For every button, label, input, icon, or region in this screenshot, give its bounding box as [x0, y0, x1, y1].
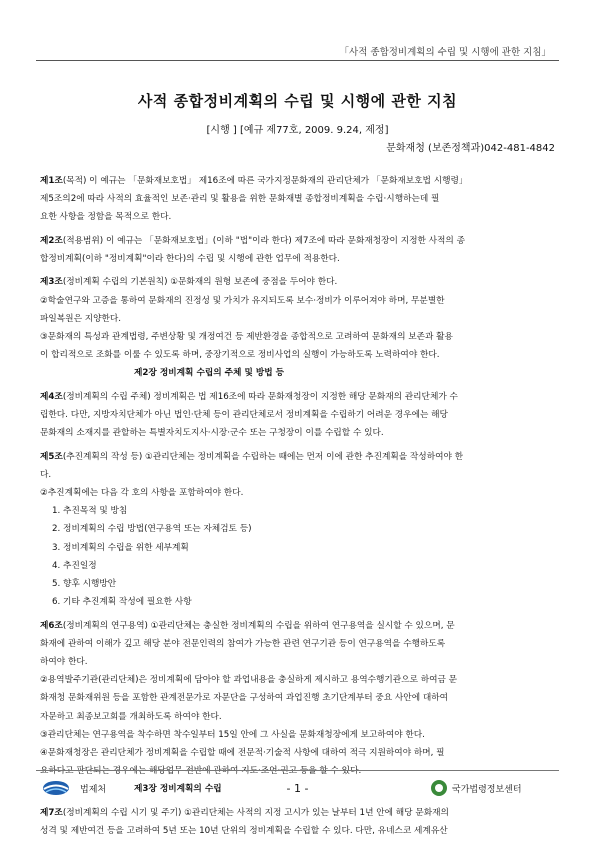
document-body	[40, 172, 561, 840]
article-line: 파일복원은 지양한다.	[40, 313, 122, 324]
chapter-heading: 제3장 정비계획의 수립	[134, 784, 222, 795]
article-6	[40, 617, 561, 799]
article-line: (추진계획의 작성 등) ①관리단체는 정비계획을 수립하는 때에는 먼저 이에 관한 추진계획을 작성하여야 한	[62, 451, 464, 462]
article-line: 화재에 관하여 이해가 깊고 해당 분야 전문인력의 참여가 가능한 관련 연구기관 등이 연구용역을 수행하도록	[40, 638, 446, 649]
article-line: (적용범위) 이 예규는 「문화재보호법」(이하 "법"이라 한다) 제7조에 따라 문화재청장이 지정한 사적의 종	[62, 235, 465, 246]
article-4	[40, 388, 561, 443]
article-line: 다.	[40, 469, 52, 480]
article-line: 요하다고 판단되는 경우에는 해당업무 전반에 관하여 지도·조언·권고 등을 할 수 있다.	[40, 766, 362, 777]
article-line: (정비계획의 수립 주체) 정비계획은 법 제16조에 따라 문화재청장이 지정한 해당 문화재의 관리단체가 수	[62, 391, 458, 402]
article-line: 성격 및 제반여건 등을 고려하여 5년 또는 10년 단위의 정비계획을 수립할 수 있다. 다만, 유네스코 세계유산	[40, 826, 448, 837]
chapter-heading: 제2장 정비계획 수립의 주체 및 방법 등	[134, 368, 285, 379]
running-header: 「사적 종합정비계획의 수립 및 시행에 관한 지침」	[339, 47, 551, 58]
document-meta: [시행 ] [예규 제77호, 2009. 9.24, 제정]	[206, 125, 389, 136]
footer-publisher: 법제처	[80, 785, 107, 795]
article-7	[40, 804, 561, 840]
article-line: (정비계획 수립의 기본원칙) ①문화재의 원형 보존에 중점을 두어야 한다.	[62, 277, 338, 288]
article-line: 제5조의2에 따라 사적의 효율적인 보존·관리 및 활용을 위한 문화재별 종합정비계획을 수립·시행하는데 필	[40, 194, 440, 205]
article-5	[40, 448, 561, 612]
article-number: 제2조	[40, 235, 63, 246]
article-3	[40, 273, 561, 382]
article-line: 립한다. 다만, 지방자치단체가 아닌 법인·단체 등이 관리단체로서 정비계획을 수립하기 어려운 경우에는 해당	[40, 410, 448, 420]
article-line: 합정비계획(이하 "정비계획"이라 한다)의 수립 및 시행에 관한 업무에 적용한다.	[40, 254, 340, 264]
article-line: 하여야 한다.	[40, 657, 88, 668]
document-title: 사적 종합정비계획의 수립 및 시행에 관한 지침	[137, 92, 458, 110]
article-line: 요한 사항을 정함을 목적으로 한다.	[40, 212, 172, 223]
article-2	[40, 232, 561, 268]
list-item: 3. 정비계획의 수립을 위한 세부계획	[52, 542, 189, 553]
article-line: 화재청 문화재위원 등을 포함한 관계전문가로 자문단을 구성하여 과업진행 초기단계부터 중요 사안에 대하여	[40, 693, 449, 704]
article-line: ④문화재청장은 관리단체가 정비계획을 수립할 때에 전문적·기술적 사항에 대하여 적극 지원하여야 하며, 필	[40, 748, 445, 759]
article-line: 자문하고 최종보고회를 개최하도록 하여야 한다.	[40, 711, 222, 722]
document-organization: 문화재청 (보존정책과)042-481-4842	[386, 143, 555, 154]
article-line: ②추진계획에는 다음 각 호의 사항을 포함하여야 한다.	[40, 488, 244, 498]
page-footer	[36, 774, 559, 800]
article-1	[40, 172, 561, 227]
article-number: 제1조	[40, 176, 63, 186]
list-item: 2. 정비계획의 수립 방법(연구용역 또는 자체검토 등)	[52, 524, 252, 535]
page-number: - 1 -	[286, 782, 309, 795]
article-number: 제3조	[40, 277, 63, 288]
header-divider	[36, 60, 559, 61]
list-item: 5. 향후 시행방안	[52, 579, 117, 590]
list-item: 4. 추진일정	[52, 560, 97, 571]
article-line: (정비계획의 수립 시기 및 주기) ①관리단체는 사적의 지정 고시가 있는 날부터 1년 안에 해당 문화재의	[62, 807, 449, 818]
article-line: ②용역발주기관(관리단체)은 정비계획에 담아야 할 과업내용을 충실하게 제시하고 용역수행기관으로 하여금 문	[40, 675, 458, 686]
article-number: 제7조	[40, 807, 63, 818]
article-line: ③관리단체는 연구용역을 착수하면 착수일부터 15일 안에 그 사실을 문화재청장에게 보고하여야 한다.	[40, 729, 425, 740]
article-line: 이 합리적으로 조화를 이룰 수 있도록 하며, 중장기적으로 정비사업의 실행이 가능하도록 노력하여야 한다.	[40, 350, 440, 361]
article-line: ②학술연구와 고증을 통하여 문화재의 진정성 및 가치가 유지되도록 보수·정비가 이루어져야 하며, 무분별한	[40, 295, 445, 306]
footer-divider	[36, 770, 559, 771]
article-line: (정비계획의 연구용역) ①관리단체는 충실한 정비계획의 수립을 위하여 연구용역을 실시할 수 있으며, 문	[62, 620, 455, 631]
article-number: 제6조	[40, 620, 63, 631]
article-number: 제4조	[40, 391, 63, 402]
article-number: 제5조	[40, 451, 63, 462]
article-line: ③문화재의 특성과 관계법령, 주변상황 및 개정여건 등 제반환경을 종합적으로 고려하여 문화재의 보존과 활용	[40, 332, 453, 342]
article-line: (목적) 이 예규는 「문화재보호법」 제16조에 따른 국가지정문화재의 관리단체가 「문화재보호법 시행령」	[62, 176, 468, 186]
law-center-emblem-icon	[431, 780, 447, 796]
list-item: 6. 기타 추진계획 작성에 필요한 사항	[52, 597, 192, 608]
list-item: 1. 추진목적 및 방침	[52, 506, 128, 517]
article-line: 문화재의 소재지를 관할하는 특별자치도지사·시장·군수 또는 구청장이 이를 수립할 수 있다.	[40, 428, 384, 439]
footer-source: 국가법령정보센터	[452, 785, 522, 795]
